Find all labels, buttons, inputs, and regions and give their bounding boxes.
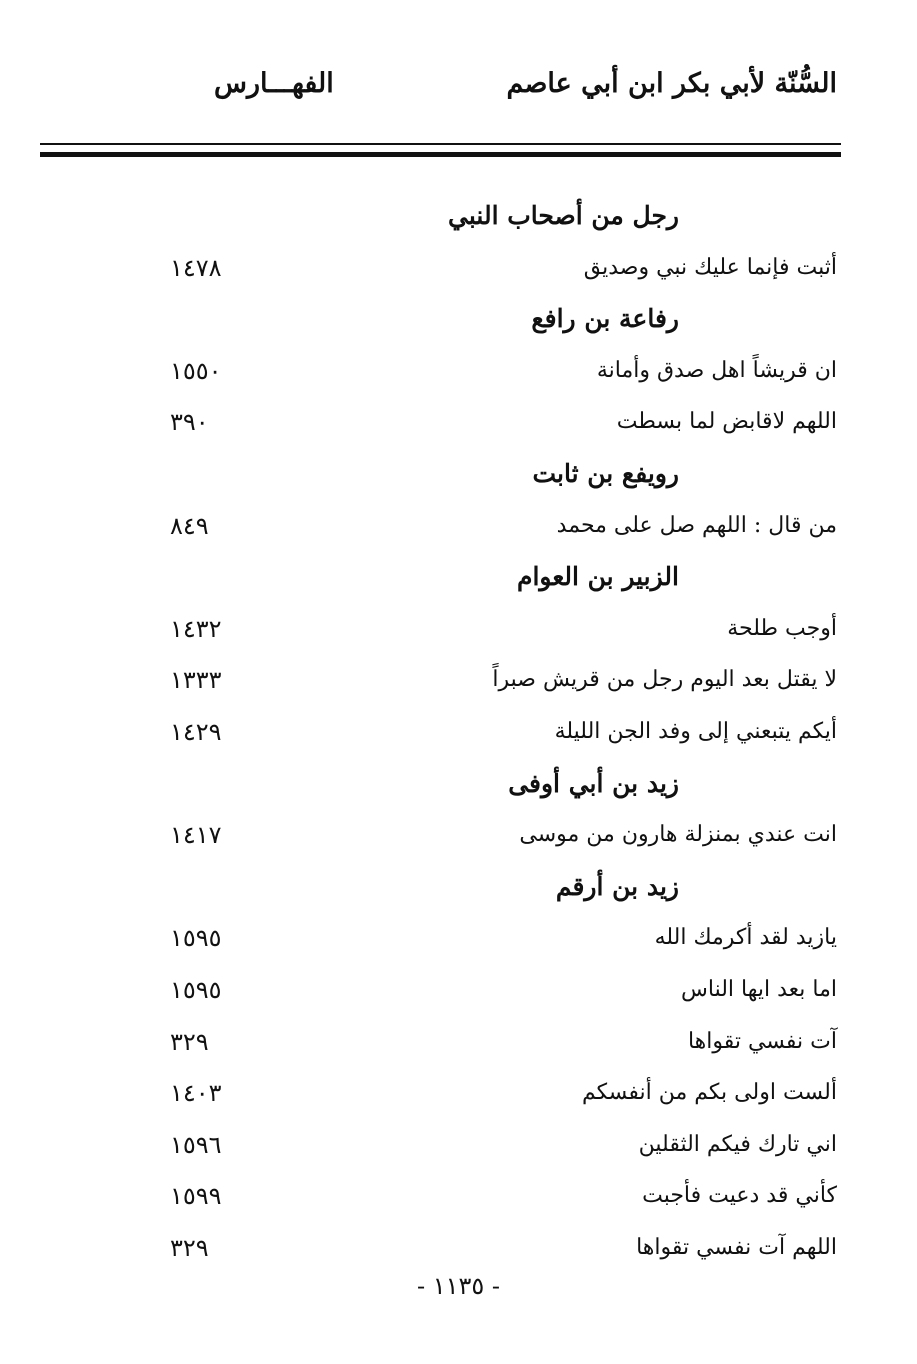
entry-text: لا يقتل بعد اليوم رجل من قريش صبراً: [492, 667, 837, 693]
heading-text: زيد بن أرقم: [555, 871, 679, 901]
index-entry: [0, 970, 917, 1010]
heading-text: الزبير بن العوام: [516, 562, 679, 592]
entry-text: ألست اولى بكم من أنفسكم: [581, 1080, 837, 1106]
heading-text: زيد بن أبي أوفى: [508, 768, 679, 798]
entry-number: ٣٩٠: [170, 408, 209, 437]
entry-number: ١٤٠٣: [170, 1079, 222, 1108]
entry-number: ١٣٣٣: [170, 666, 222, 695]
index-heading: [0, 557, 917, 597]
index-heading: [0, 299, 917, 339]
index-entry: [0, 1176, 917, 1216]
index-entry: [0, 351, 917, 391]
entry-number: ١٥٥٠: [170, 356, 222, 385]
index-entry: [0, 506, 917, 546]
entry-number: ١٤٣٢: [170, 614, 222, 643]
entry-number: ١٤٧٨: [170, 253, 222, 282]
entry-text: أثبت فإنما عليك نبي وصديق: [583, 254, 837, 280]
index-heading: [0, 196, 917, 236]
index-heading: [0, 454, 917, 494]
entry-number: ١٥٩٩: [170, 1182, 222, 1211]
entry-number: ٣٢٩: [170, 1234, 209, 1262]
index-entry: [0, 1125, 917, 1165]
index-heading: [0, 764, 917, 804]
entry-number: ٨٤٩: [170, 511, 209, 540]
index-entry: [0, 815, 917, 855]
index-entry: [0, 1073, 917, 1113]
entry-number: ١٥٩٦: [170, 1130, 222, 1159]
entry-number: ١٥٩٥: [170, 924, 222, 953]
heading-text: رويفع بن ثابت: [532, 459, 679, 488]
heading-text: رفاعة بن رافع: [531, 304, 679, 334]
entry-text: انت عندي بمنزلة هارون من موسى: [519, 822, 837, 848]
index-entry: [0, 1022, 917, 1062]
index-entry: [0, 918, 917, 958]
entry-number: ١٤٢٩: [170, 718, 222, 746]
index-entry: [0, 712, 917, 752]
page-number: - ١١٣٥ -: [416, 1272, 501, 1300]
index-entry: [0, 609, 917, 649]
entry-text: أيكم يتبعني إلى وفد الجن الليلة: [554, 719, 837, 744]
entry-text: من قال : اللهم صل على محمد: [556, 512, 837, 538]
running-title: السُّنّة لأبي بكر ابن أبي عاصم: [506, 68, 837, 99]
entry-text: اما بعد ايها الناس: [681, 977, 837, 1002]
index-entry: [0, 1228, 917, 1268]
entry-text: آت نفسي تقواها: [687, 1028, 837, 1054]
index-heading: [0, 867, 917, 907]
entry-number: ١٥٩٥: [170, 976, 222, 1004]
entry-number: ١٤١٧: [170, 821, 222, 850]
index-entry: [0, 248, 917, 288]
entry-number: ٣٢٩: [170, 1027, 209, 1056]
index-entry: [0, 660, 917, 700]
entry-text: كأني قد دعيت فأجبت: [642, 1183, 837, 1209]
section-title: الفهـــارس: [214, 68, 334, 99]
entry-text: اللهم آت نفسي تقواها: [636, 1235, 837, 1260]
entry-text: أوجب طلحة: [727, 615, 837, 641]
heading-text: رجل من أصحاب النبي: [448, 201, 679, 230]
entry-text: اني تارك فيكم الثقلين: [638, 1131, 837, 1157]
entry-text: اللهم لاقابض لما بسطت: [616, 409, 837, 435]
index-entry: [0, 402, 917, 442]
entry-text: ان قريشاً اهل صدق وأمانة: [596, 357, 837, 383]
entry-text: يازيد لقد أكرمك الله: [654, 925, 837, 951]
